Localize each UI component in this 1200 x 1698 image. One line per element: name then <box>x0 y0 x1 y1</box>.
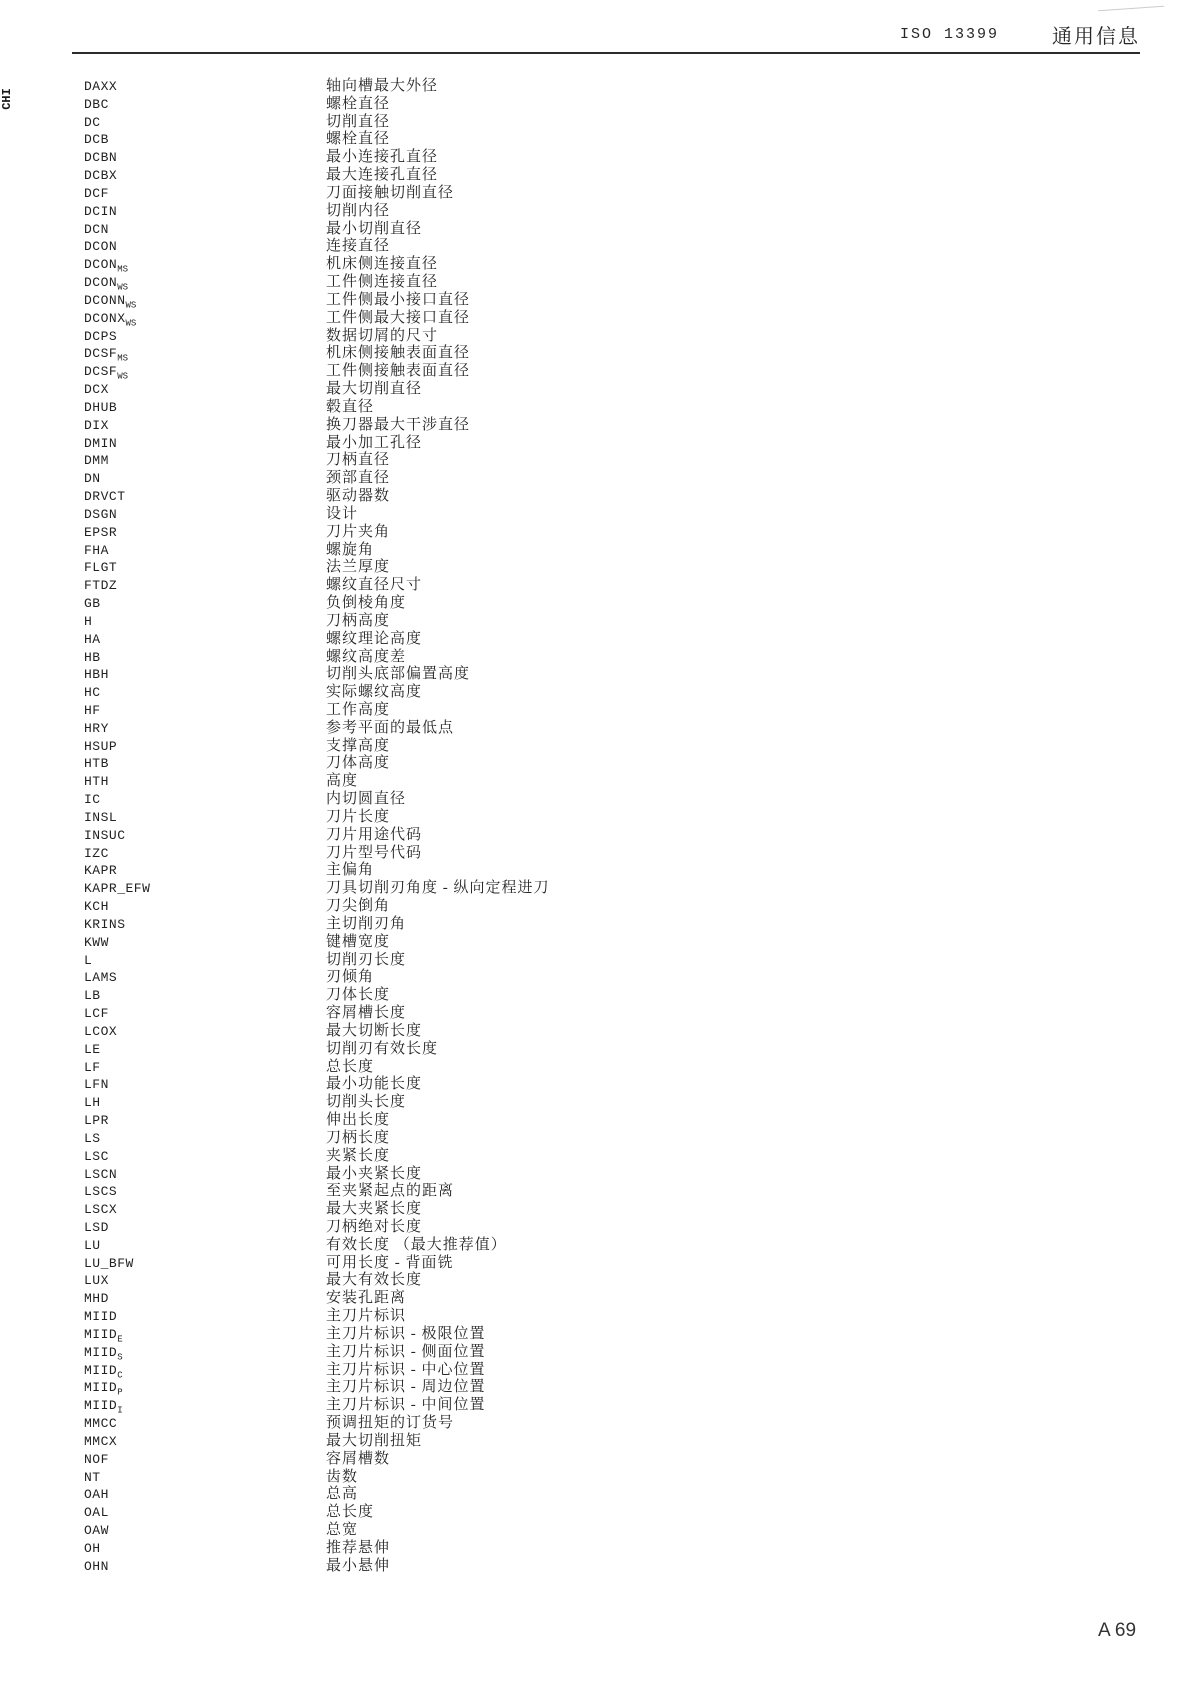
term-description: 工件侧连接直径 <box>326 274 439 291</box>
term-code: DCB <box>84 132 109 148</box>
term-code: HC <box>84 685 101 701</box>
term-code: HA <box>84 631 101 647</box>
term-code: DCIN <box>84 203 118 219</box>
term-row <box>84 256 1144 274</box>
term-code: HBH <box>84 667 109 683</box>
term-description: 推荐悬伸 <box>326 1539 391 1556</box>
term-code: H <box>84 613 93 629</box>
term-code: INSUC <box>84 827 126 843</box>
term-description: 最小加工孔径 <box>326 434 423 451</box>
term-description: 总长度 <box>326 1504 375 1521</box>
term-description: 机床侧接触表面直径 <box>326 345 471 362</box>
term-description: 主偏角 <box>326 862 375 879</box>
term-code: $MIID_S$ <box>84 1344 123 1363</box>
term-description: 实际螺纹高度 <box>326 684 423 701</box>
term-row <box>84 238 1144 256</box>
term-description: 最大连接孔直径 <box>326 167 439 184</box>
term-description: 夹紧长度 <box>326 1147 391 1164</box>
term-row <box>84 417 1144 435</box>
term-row <box>84 149 1144 167</box>
term-code: $DCSF_{MS}$ <box>84 346 129 365</box>
page-number: A 69 <box>1098 1620 1137 1641</box>
term-row <box>84 1076 1144 1094</box>
term-row <box>84 1486 1144 1504</box>
term-description: 主刀片标识 - 中心位置 <box>326 1361 486 1378</box>
term-description: 切削刃长度 <box>326 951 407 968</box>
term-description: 负倒棱角度 <box>326 595 407 612</box>
term-description: 主刀片标识 - 极限位置 <box>326 1325 486 1342</box>
term-description: 可用长度 - 背面铣 <box>326 1254 454 1271</box>
term-row <box>84 880 1144 898</box>
term-row <box>84 1522 1144 1540</box>
term-row <box>84 114 1144 132</box>
header-rule <box>72 52 1140 54</box>
term-row <box>84 363 1144 381</box>
term-code: NOF <box>84 1451 109 1467</box>
term-code: MHD <box>84 1291 109 1307</box>
term-code: DCBN <box>84 150 118 166</box>
term-description: 主刀片标识 - 侧面位置 <box>326 1343 486 1360</box>
term-code-subscript: E <box>117 1334 123 1345</box>
term-description: 内切圆直径 <box>326 791 407 808</box>
term-code: NT <box>84 1469 101 1485</box>
term-code: LS <box>84 1130 101 1146</box>
term-code: INSL <box>84 809 118 825</box>
term-description: 刀尖倒角 <box>326 898 391 915</box>
term-row <box>84 1023 1144 1041</box>
term-description: 工件侧最大接口直径 <box>326 309 471 326</box>
term-code: DCBX <box>84 168 118 184</box>
term-code: $DCON_{MS}$ <box>84 257 129 275</box>
term-code: DIX <box>84 417 109 433</box>
term-code: LFN <box>84 1077 109 1093</box>
term-description: 换刀器最大干涉直径 <box>326 416 471 433</box>
term-code: $MIID_E$ <box>84 1326 123 1345</box>
term-code: OH <box>84 1540 101 1556</box>
term-code: DRVCT <box>84 489 126 505</box>
term-description: 最大有效长度 <box>326 1272 423 1289</box>
term-code: OAW <box>84 1523 109 1539</box>
term-description: 螺纹直径尺寸 <box>326 577 423 594</box>
term-row <box>84 292 1144 310</box>
term-description: 刀片长度 <box>326 808 391 825</box>
term-description: 颈部直径 <box>326 470 391 487</box>
term-code: DBC <box>84 96 109 112</box>
term-code-subscript: WS <box>125 318 137 329</box>
term-row <box>84 952 1144 970</box>
term-description: 最小夹紧长度 <box>326 1165 423 1182</box>
term-description: 主刀片标识 - 周边位置 <box>326 1379 486 1396</box>
term-description: 总宽 <box>326 1522 359 1539</box>
term-code: DMM <box>84 453 109 469</box>
term-code: FTDZ <box>84 578 118 594</box>
term-code: HB <box>84 649 101 665</box>
term-code: OHN <box>84 1558 109 1574</box>
term-description: 螺旋角 <box>326 541 375 558</box>
term-row <box>84 1397 1144 1415</box>
term-description: 驱动器数 <box>326 488 391 505</box>
scan-corner-artifact <box>1098 6 1164 12</box>
term-code: DCPS <box>84 328 118 344</box>
term-code-subscript: MS <box>117 354 129 365</box>
term-row <box>84 1094 1144 1112</box>
term-code: KWW <box>84 934 109 950</box>
term-code: DMIN <box>84 435 118 451</box>
term-description: 刀片夹角 <box>326 523 391 540</box>
term-description: 总高 <box>326 1486 359 1503</box>
term-description: 高度 <box>326 773 359 790</box>
term-row <box>84 452 1144 470</box>
term-row <box>84 934 1144 952</box>
term-description: 法兰厚度 <box>326 559 391 576</box>
term-code: DN <box>84 471 101 487</box>
term-row <box>84 1041 1144 1059</box>
term-description: 主刀片标识 <box>326 1308 407 1325</box>
term-row <box>84 1272 1144 1290</box>
term-code: LE <box>84 1041 101 1057</box>
term-description: 支撑高度 <box>326 737 391 754</box>
term-code: LCOX <box>84 1023 118 1039</box>
term-code: FLGT <box>84 560 118 576</box>
term-description: 最大切削直径 <box>326 381 423 398</box>
term-code: LSCN <box>84 1166 118 1182</box>
term-row <box>84 1290 1144 1308</box>
term-row <box>84 649 1144 667</box>
term-code: OAL <box>84 1505 109 1521</box>
term-code: LF <box>84 1059 101 1075</box>
term-row <box>84 845 1144 863</box>
term-description: 最小连接孔直径 <box>326 149 439 166</box>
term-row <box>84 274 1144 292</box>
term-code: MMCC <box>84 1416 118 1432</box>
term-description: 刀具切削刃角度 - 纵向定程进刀 <box>326 880 550 897</box>
term-row <box>84 221 1144 239</box>
term-description: 预调扭矩的订货号 <box>326 1415 455 1432</box>
term-code: LB <box>84 988 101 1004</box>
term-description: 齿数 <box>326 1468 359 1485</box>
term-row <box>84 1558 1144 1576</box>
term-row <box>84 506 1144 524</box>
term-description: 参考平面的最低点 <box>326 719 455 736</box>
term-description: 切削头底部偏置高度 <box>326 666 471 683</box>
term-code: KAPR_EFW <box>84 881 151 897</box>
term-code: $DCSF_{WS}$ <box>84 364 129 382</box>
term-row <box>84 702 1144 720</box>
term-row <box>84 524 1144 542</box>
term-code: LAMS <box>84 970 118 986</box>
term-row <box>84 631 1144 649</box>
term-row <box>84 720 1144 738</box>
term-row <box>84 1433 1144 1451</box>
term-description: 切削直径 <box>326 113 391 130</box>
term-row <box>84 310 1144 328</box>
term-code: $MIID_P$ <box>84 1380 123 1399</box>
term-code: DCON <box>84 239 118 255</box>
term-description: 工件侧最小接口直径 <box>326 291 471 308</box>
term-code: LSC <box>84 1148 109 1164</box>
term-description: 工作高度 <box>326 701 391 718</box>
term-row <box>84 898 1144 916</box>
term-code: LSD <box>84 1220 109 1235</box>
term-code: HTH <box>84 774 109 790</box>
term-row <box>84 1219 1144 1237</box>
term-code-subscript: WS <box>117 371 129 382</box>
term-description: 刀体长度 <box>326 987 391 1004</box>
term-row <box>84 613 1144 631</box>
term-description: 切削刃有效长度 <box>326 1040 439 1057</box>
term-list <box>84 78 1144 1576</box>
term-description: 主切削刃角 <box>326 915 407 932</box>
term-row <box>84 345 1144 363</box>
term-row <box>84 1326 1144 1344</box>
term-code: LU_BFW <box>84 1255 134 1271</box>
term-description: 最小悬伸 <box>326 1557 391 1574</box>
term-code: HTB <box>84 756 109 772</box>
term-code: LCF <box>84 1006 109 1022</box>
term-description: 螺栓直径 <box>326 131 391 148</box>
term-description: 主刀片标识 - 中间位置 <box>326 1397 486 1414</box>
term-code: DCF <box>84 185 109 201</box>
term-code-subscript: P <box>117 1388 123 1399</box>
term-description: 刀柄绝对长度 <box>326 1219 423 1235</box>
term-row <box>84 1308 1144 1326</box>
term-code: LSCS <box>84 1184 118 1200</box>
term-description: 至夹紧起点的距离 <box>326 1183 455 1200</box>
term-description: 容屑槽长度 <box>326 1005 407 1022</box>
term-code: DSGN <box>84 506 118 522</box>
term-row <box>84 1112 1144 1130</box>
term-row <box>84 203 1144 221</box>
term-row <box>84 916 1144 934</box>
term-row <box>84 1255 1144 1273</box>
term-code: LH <box>84 1095 101 1111</box>
term-row <box>84 1415 1144 1433</box>
term-row <box>84 167 1144 185</box>
term-code: LSCX <box>84 1202 118 1218</box>
term-description: 键槽宽度 <box>326 933 391 950</box>
term-row <box>84 773 1144 791</box>
term-description: 安装孔距离 <box>326 1290 407 1307</box>
term-row <box>84 96 1144 114</box>
term-row <box>84 1148 1144 1166</box>
term-description: 机床侧连接直径 <box>326 256 439 273</box>
term-row <box>84 381 1144 399</box>
term-description: 螺纹高度差 <box>326 648 407 665</box>
term-row <box>84 738 1144 756</box>
term-code: KAPR <box>84 863 118 879</box>
term-code-subscript: I <box>117 1405 123 1416</box>
term-description: 有效长度 （最大推荐值） <box>326 1236 507 1253</box>
term-code: IZC <box>84 845 109 861</box>
term-row <box>84 1504 1144 1522</box>
term-row <box>84 1059 1144 1077</box>
term-row <box>84 185 1144 203</box>
term-description: 刃倾角 <box>326 969 375 986</box>
term-description: 刀面接触切削直径 <box>326 184 455 201</box>
term-code-subscript: WS <box>117 282 129 293</box>
term-row <box>84 1362 1144 1380</box>
term-row <box>84 78 1144 96</box>
term-code: LU <box>84 1237 101 1253</box>
term-description: 螺纹理论高度 <box>326 630 423 647</box>
term-row <box>84 827 1144 845</box>
term-code: LUX <box>84 1273 109 1289</box>
term-description: 刀片型号代码 <box>326 844 423 861</box>
term-description: 伸出长度 <box>326 1112 391 1129</box>
term-code: HF <box>84 702 101 718</box>
page-title: 通用信息 <box>1052 26 1140 48</box>
term-description: 刀柄长度 <box>326 1129 391 1146</box>
term-row <box>84 1469 1144 1487</box>
term-code: DHUB <box>84 399 118 415</box>
term-row <box>84 969 1144 987</box>
term-code: GB <box>84 596 101 612</box>
term-code: DCX <box>84 382 109 398</box>
term-row <box>84 595 1144 613</box>
term-row <box>84 791 1144 809</box>
term-description: 总长度 <box>326 1058 375 1075</box>
term-row <box>84 1130 1144 1148</box>
term-row <box>84 328 1144 346</box>
term-row <box>84 559 1144 577</box>
term-description: 容屑槽数 <box>326 1450 391 1467</box>
term-row <box>84 435 1144 453</box>
term-row <box>84 1183 1144 1201</box>
term-description: 切削内径 <box>326 202 391 219</box>
term-description: 刀片用途代码 <box>326 826 423 843</box>
term-code: HSUP <box>84 738 118 754</box>
term-code: $DCONN_{WS}$ <box>84 292 137 311</box>
term-code: LPR <box>84 1113 109 1129</box>
term-description: 轴向槽最大外径 <box>326 78 439 94</box>
term-description: 工件侧接触表面直径 <box>326 363 471 380</box>
term-description: 刀柄高度 <box>326 612 391 629</box>
term-code: L <box>84 952 93 968</box>
term-row <box>84 1379 1144 1397</box>
term-code: MMCX <box>84 1433 118 1449</box>
header-standard-number: ISO 13399 <box>900 26 1000 43</box>
term-code-subscript: C <box>117 1370 123 1381</box>
term-row <box>84 470 1144 488</box>
term-row <box>84 399 1144 417</box>
term-code: $MIID_C$ <box>84 1362 123 1381</box>
term-row <box>84 684 1144 702</box>
term-code: $DCON_{WS}$ <box>84 275 129 293</box>
term-code: KRINS <box>84 916 126 932</box>
term-row <box>84 1005 1144 1023</box>
term-description: 螺栓直径 <box>326 95 391 112</box>
term-code: DAXX <box>84 79 118 94</box>
term-code-subscript: WS <box>125 300 137 311</box>
term-description: 设计 <box>326 505 359 522</box>
term-code: $MIID_I$ <box>84 1398 123 1416</box>
term-row <box>84 1344 1144 1362</box>
term-code-subscript: S <box>117 1352 123 1363</box>
term-description: 最小切削直径 <box>326 220 423 237</box>
term-row <box>84 1237 1144 1255</box>
term-row <box>84 131 1144 149</box>
term-row <box>84 666 1144 684</box>
term-row <box>84 987 1144 1005</box>
term-code: KCH <box>84 899 109 915</box>
term-code: EPSR <box>84 524 118 540</box>
term-description: 毂直径 <box>326 398 375 415</box>
term-code: HRY <box>84 720 109 736</box>
term-code: OAH <box>84 1487 109 1503</box>
term-code: DC <box>84 114 101 130</box>
term-description: 切削头长度 <box>326 1094 407 1111</box>
term-code: $DCONX_{WS}$ <box>84 310 137 329</box>
term-code: MIID <box>84 1309 118 1325</box>
term-description: 刀柄直径 <box>326 452 391 469</box>
language-edge-tab: CHI <box>0 88 14 110</box>
term-code-subscript: MS <box>117 264 129 275</box>
term-row <box>84 488 1144 506</box>
term-row <box>84 755 1144 773</box>
term-description: 刀体高度 <box>326 755 391 772</box>
term-description: 连接直径 <box>326 238 391 255</box>
term-row <box>84 1540 1144 1558</box>
term-description: 最大切断长度 <box>326 1022 423 1039</box>
term-row <box>84 542 1144 560</box>
term-description: 最大切削扭矩 <box>326 1432 423 1449</box>
term-code: DCN <box>84 221 109 237</box>
term-row <box>84 809 1144 827</box>
term-description: 最大夹紧长度 <box>326 1201 423 1218</box>
term-code: IC <box>84 792 101 808</box>
term-description: 最小功能长度 <box>326 1076 423 1093</box>
term-code: FHA <box>84 542 109 558</box>
term-row <box>84 862 1144 880</box>
term-row <box>84 1201 1144 1219</box>
term-row <box>84 1451 1144 1469</box>
term-row <box>84 577 1144 595</box>
term-row <box>84 1166 1144 1184</box>
term-description: 数据切屑的尺寸 <box>326 327 439 344</box>
